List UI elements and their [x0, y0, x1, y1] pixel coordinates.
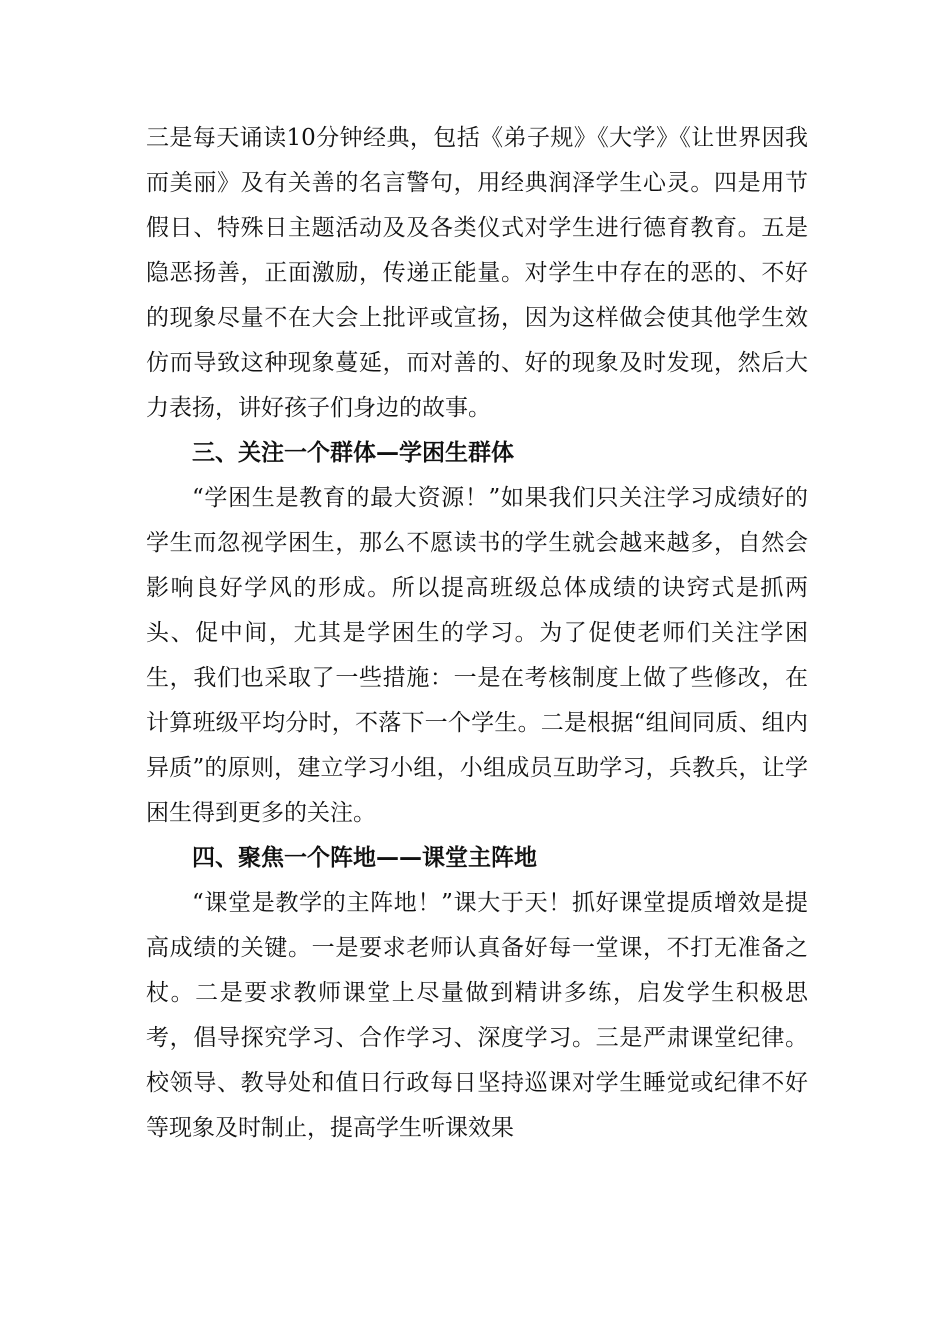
body-paragraph-continued: 三是每天诵读10分钟经典，包括《弟子规》《大学》《让世界因我而美丽》及有关善的名言警句，用经典润泽学生心灵。四是用节假日、特殊日主题活动及及各类仪式对学生进行德育教育。五是隐恶扬善，正面激励，传递正能量。对学生中存在的恶的、不好的现象尽量不在大会上批评或宣扬，因为这样做会使其他学生效仿而导致这种现象蔓延，而对善的、好的现象及时发现，然后大力表扬，讲好孩子们身边的故事。 — [146, 125, 808, 421]
section-heading-4: 四、聚焦一个阵地——课堂主阵地 — [192, 845, 537, 871]
section-heading-3: 三、关注一个群体—学困生群体 — [192, 440, 514, 466]
body-paragraph-struggling-students: “学困生是教育的最大资源！”如果我们只关注学习成绩好的学生而忽视学困生，那么不愿读书的学生就会越来越多，自然会影响良好学风的形成。所以提高班级总体成绩的诀窍式是抓两头、促中间，尤其是学困生的学习。为了促使老师们关注学困生，我们也采取了一些措施：一是在考核制度上做了些修改，在计算班级平均分时，不落下一个学生。二是根据“组间同质、组内异质”的原则，建立学习小组，小组成员互助学习，兵教兵，让学困生得到更多的关注。 — [146, 485, 808, 826]
document-page — [146, 116, 808, 1151]
body-paragraph-classroom: “课堂是教学的主阵地！”课大于天！抓好课堂提质增效是提高成绩的关键。一是要求老师认真备好每一堂课，不打无准备之杖。二是要求教师课堂上尽量做到精讲多练，启发学生积极思考，倡导探究学习、合作学习、深度学习。三是严肃课堂纪律。校领导、教导处和值日行政每日坚持巡课对学生睡觉或纪律不好等现象及时制止，提高学生听课效果 — [146, 890, 808, 1141]
